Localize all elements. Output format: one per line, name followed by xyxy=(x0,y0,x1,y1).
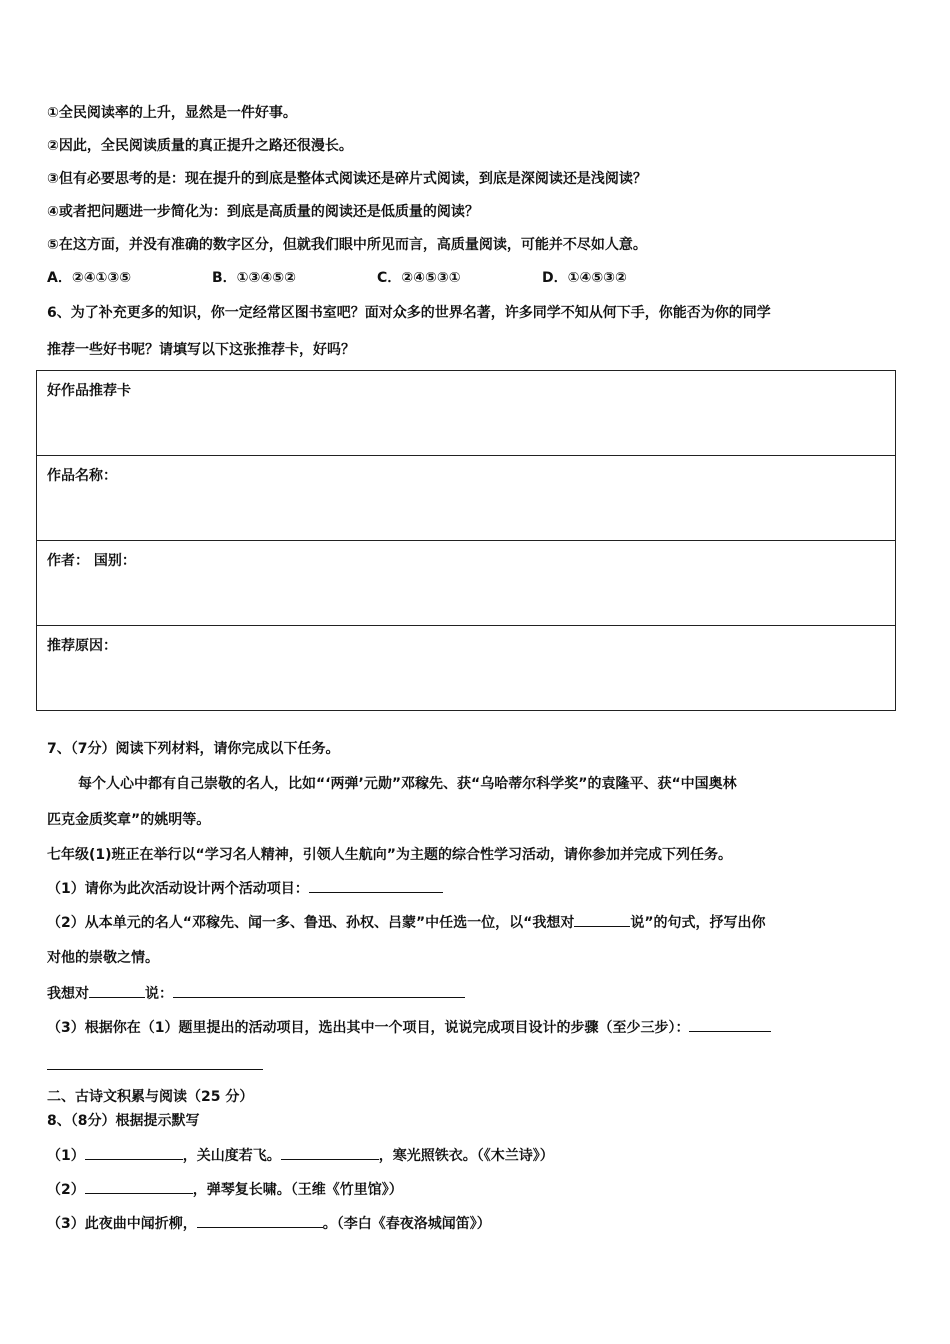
q7-answer-blank[interactable] xyxy=(173,983,465,998)
card-row-title xyxy=(37,371,895,456)
option-d: D．①④⑤③② xyxy=(542,270,627,286)
q7-material-line-2: 匹克金质奖章”的姚明等。 xyxy=(47,812,211,828)
q7-part-3-blank-cont[interactable] xyxy=(47,1069,263,1070)
q8-line-1-blank-2[interactable] xyxy=(281,1145,379,1160)
q7-part-3 xyxy=(47,1017,771,1038)
q7-part-1 xyxy=(47,878,443,899)
q7-part-1-text: （1）请你为此次活动设计两个活动项目： xyxy=(47,881,309,897)
q7-answer-name-blank[interactable] xyxy=(89,983,145,998)
q8-line-3-source: 。（李白《春夜洛城闻笛》） xyxy=(322,1216,491,1232)
q8-line-1-text-2: ，寒光照铁衣。（《木兰诗》） xyxy=(378,1148,554,1164)
q7-part-2-text-a: （2）从本单元的名人“邓稼先、闻一多、鲁迅、孙权、吕蒙”中任选一位，以“我想对 xyxy=(47,915,575,931)
q7-part-2-name-blank[interactable] xyxy=(574,912,630,927)
card-work-name-label: 作品名称： xyxy=(47,468,117,484)
q7-part-3-blank[interactable] xyxy=(689,1017,771,1032)
card-author-label: 作者： 国别： xyxy=(47,553,136,569)
recommendation-card xyxy=(36,370,896,711)
q8-line-2-text: ，弹琴复长啸。（王维《竹里馆》） xyxy=(192,1182,403,1198)
q7-part-2-answer xyxy=(47,983,465,1004)
card-title: 好作品推荐卡 xyxy=(47,383,131,399)
q7-part-2 xyxy=(47,912,766,933)
q8-line-3-text: （3）此夜曲中闻折柳， xyxy=(47,1216,197,1232)
q5-sentence-4: ④或者把问题进一步简化为：到底是高质量的阅读还是低质量的阅读？ xyxy=(47,204,479,220)
q5-sentence-5: ⑤在这方面，并没有准确的数字区分，但就我们眼中所见而言，高质量阅读，可能并不尽如人意。 xyxy=(47,237,647,253)
card-row-name[interactable] xyxy=(37,456,895,541)
q8-line-2-blank[interactable] xyxy=(85,1179,193,1194)
q5-sentence-1: ①全民阅读率的上升，显然是一件好事。 xyxy=(47,105,297,121)
q7-material-line-1: 每个人心中都有自己崇敬的名人，比如“‘两弹’元勋”邓稼先、获“乌哈蒂尔科学奖”的袁隆平、获“中国奥林 xyxy=(78,776,737,792)
q7-answer-prefix: 我想对 xyxy=(47,986,89,1002)
q8-line-1 xyxy=(47,1145,554,1166)
q5-options xyxy=(47,268,627,288)
section-2-title: 二、古诗文积累与阅读（25 分） xyxy=(47,1089,254,1105)
card-row-author[interactable] xyxy=(37,541,895,626)
q5-sentence-3: ③但有必要思考的是：现在提升的到底是整体式阅读还是碎片式阅读，到底是深阅读还是浅阅读？ xyxy=(47,171,647,187)
option-b: B．①③④⑤② xyxy=(212,270,296,286)
q8-line-1-num: （1） xyxy=(47,1148,85,1164)
q8-line-2 xyxy=(47,1179,403,1200)
q8-line-1-blank-1[interactable] xyxy=(85,1145,183,1160)
q8-line-1-text: ，关山度若飞。 xyxy=(182,1148,281,1164)
q8-line-3 xyxy=(47,1213,491,1234)
card-reason-label: 推荐原因： xyxy=(47,638,117,654)
q6-text-line-2: 推荐一些好书呢？请填写以下这张推荐卡，好吗？ xyxy=(47,342,355,358)
q6-text-line-1: 6、为了补充更多的知识，你一定经常区图书室吧？面对众多的世界名著，许多同学不知从何下手，你能否为你的同学 xyxy=(47,305,771,321)
option-c: C．②④⑤③① xyxy=(377,270,461,286)
q7-part-2-text-b: 说”的句式，抒写出你 xyxy=(630,915,766,931)
q5-sentence-2: ②因此，全民阅读质量的真正提升之路还很漫长。 xyxy=(47,138,353,154)
q7-part-2-cont: 对他的崇敬之情。 xyxy=(47,950,159,966)
option-a: A．②④①③⑤ xyxy=(47,270,132,286)
q7-intro: 七年级(1)班正在举行以“学习名人精神，引领人生航向”为主题的综合性学习活动，请你参加并完成下列任务。 xyxy=(47,847,732,863)
q7-part-3-text: （3）根据你在（1）题里提出的活动项目，选出其中一个项目，说说完成项目设计的步骤（至少三步）： xyxy=(47,1020,690,1036)
q7-heading: 7、（7分）阅读下列材料，请你完成以下任务。 xyxy=(47,741,340,757)
q8-line-3-blank[interactable] xyxy=(197,1213,323,1228)
card-row-reason[interactable] xyxy=(37,626,895,711)
q7-part-1-blank[interactable] xyxy=(309,878,443,893)
q7-answer-say: 说： xyxy=(145,986,173,1002)
q8-line-2-num: （2） xyxy=(47,1182,85,1198)
q8-heading: 8、（8分）根据提示默写 xyxy=(47,1113,200,1129)
